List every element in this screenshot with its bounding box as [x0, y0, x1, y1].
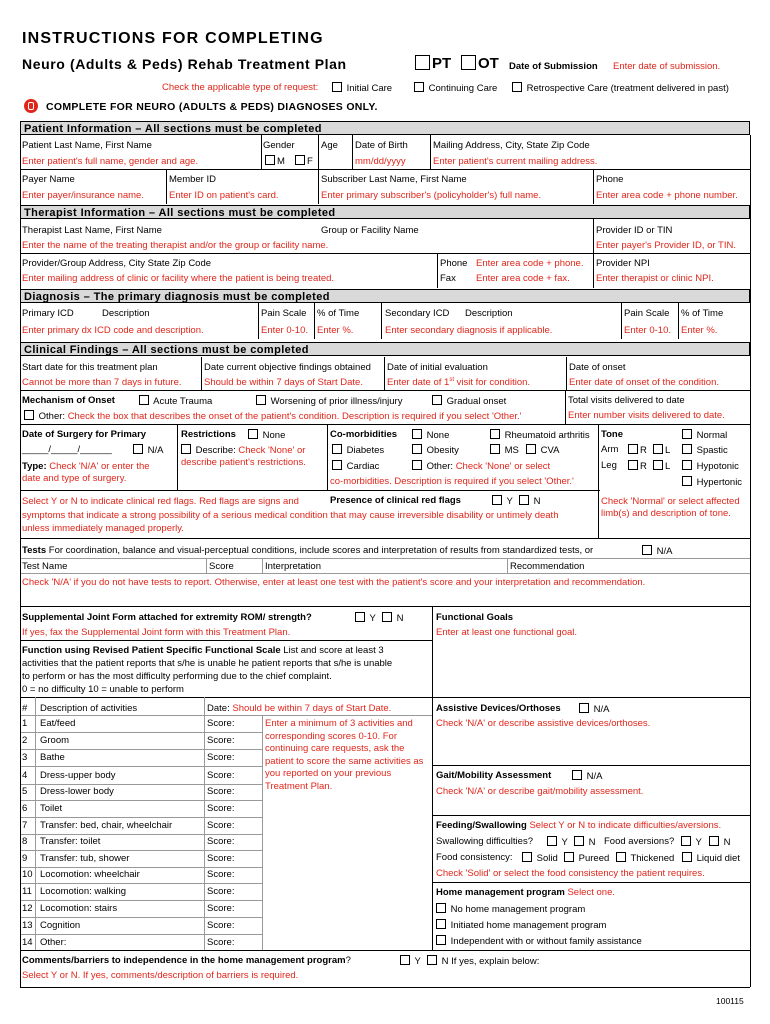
diabetes-option[interactable]: Diabetes [330, 444, 384, 456]
worsening-option[interactable]: Worsening of prior illness/injury [254, 395, 402, 407]
supplemental-y-checkbox[interactable] [355, 612, 365, 622]
pureed-option[interactable]: Pureed [562, 852, 609, 864]
aversion-n-checkbox[interactable] [709, 836, 719, 846]
provider-address-hint: Enter mailing address of clinic or facility where the patient is being treated. [22, 273, 335, 284]
comorb-hint2: co-morbidities. Description is required if you select 'Other.' [330, 476, 574, 487]
psfs-row-activity: Transfer: tub, shower [40, 853, 130, 864]
section-diagnosis: Diagnosis – The primary diagnosis must be completed [20, 289, 750, 303]
patient-address-label: Mailing Address, City, State Zip Code [433, 140, 590, 151]
psfs-row-score-label[interactable]: Score: [207, 886, 235, 897]
liquid-diet-option[interactable]: Liquid diet [680, 852, 740, 864]
patient-address-hint: Enter patient's current mailing address. [433, 156, 598, 167]
swallow-y-option[interactable]: Y [545, 836, 568, 848]
onset-date-label: Date of onset [569, 362, 626, 373]
initial-care-option[interactable]: Initial Care [330, 82, 392, 94]
comorb-other-option[interactable]: Other: Check 'None' or select [410, 460, 550, 472]
tone-spastic-option[interactable]: Spastic [680, 444, 728, 456]
gait-label: Gait/Mobility Assessment [436, 770, 552, 781]
tests-line: Tests For coordination, balance and visual-perceptual conditions, include scores and interpretation of results from standardized tests, or [22, 545, 594, 556]
tone-hypertonic-checkbox[interactable] [682, 476, 692, 486]
redflag-n-option[interactable]: N [517, 495, 541, 507]
pct-hint: Enter %. [317, 325, 354, 336]
supplemental-label: Supplemental Joint Form attached for extremity ROM/ strength? [22, 612, 312, 623]
psfs-line2: activities that the patient reports that s/he is unable he patient reports that s/he is unable [22, 658, 393, 669]
therapist-name-label: Therapist Last Name, First Name [22, 225, 162, 236]
psfs-row-activity: Cognition [40, 920, 81, 931]
gender-f-option[interactable]: F [293, 155, 313, 167]
leg-l-option[interactable]: L [651, 460, 670, 472]
psfs-row-activity: Dress-lower body [40, 786, 114, 797]
psfs-desc-header: Description of activities [40, 703, 138, 714]
aversion-n-option[interactable]: N [707, 836, 731, 848]
current-findings-hint: Should be within 7 days of Start Date. [204, 377, 363, 388]
psfs-row-activity: Toilet [40, 803, 63, 814]
psfs-row-number: 4 [22, 770, 28, 781]
redflag-hint1: Select Y or N to indicate clinical red flags. Red flags are signs and [22, 496, 299, 507]
tests-hint: Check 'N/A' if you do not have tests to report. Otherwise, enter at least one test with the patient's score and your interpretation and recommendation. [22, 577, 646, 588]
onset-date-hint: Enter date of onset of the condition. [569, 377, 719, 388]
ms-checkbox[interactable] [490, 444, 500, 454]
psfs-row-score-label[interactable]: Score: [207, 820, 235, 831]
food-aversions-label: Food aversions? [604, 836, 675, 847]
psfs-row-number: 13 [22, 920, 33, 931]
diabetes-checkbox[interactable] [332, 444, 342, 454]
cardiac-option[interactable]: Cardiac [330, 460, 379, 472]
psfs-row-score-label[interactable]: Score: [207, 920, 235, 931]
home-option-initiated[interactable]: Initiated home management program [434, 919, 606, 931]
ms-option[interactable]: MS [488, 444, 519, 456]
fax-label: Fax [440, 273, 456, 284]
pain-hint: Enter 0-10. [261, 325, 308, 336]
home-none-checkbox[interactable] [436, 903, 446, 913]
pct-hint2: Enter %. [681, 325, 718, 336]
psfs-row-activity: Transfer: bed, chair, wheelchair [40, 820, 173, 831]
psfs-line4: 0 = no difficulty 10 = unable to perform [22, 684, 184, 695]
psfs-row-score-label[interactable]: Score: [207, 903, 235, 914]
psfs-num-header: # [22, 703, 28, 714]
psfs-row-score-label[interactable]: Score: [207, 803, 235, 814]
mechanism-other-checkbox[interactable] [24, 410, 34, 420]
arm-l-option[interactable]: L [651, 444, 670, 456]
barriers-n-checkbox[interactable] [427, 955, 437, 965]
supplemental-n-checkbox[interactable] [382, 612, 392, 622]
supplemental-hint: If yes, fax the Supplemental Joint form with this Treatment Plan. [22, 627, 291, 638]
gradual-onset-checkbox[interactable] [432, 395, 442, 405]
current-findings-label: Date current objective findings obtained [204, 362, 371, 373]
section-therapist-information: Therapist Information – All sections must be completed [20, 205, 750, 219]
supplemental-n-option[interactable]: N [380, 612, 404, 624]
surgery-type-line: Type: Check 'N/A' or enter the [22, 461, 150, 472]
ot-option[interactable]: OT [461, 55, 499, 72]
page-title: INSTRUCTIONS FOR COMPLETING [22, 30, 324, 47]
redflag-hint2: symptoms that indicate a strong possibility of a serious medical condition that may cause irreversible disability or untimely death [22, 510, 559, 521]
psfs-row-score-label[interactable]: Score: [207, 786, 235, 797]
gait-na-checkbox[interactable] [572, 770, 582, 780]
rheumatoid-option[interactable]: Rheumatoid arthritis [488, 429, 590, 441]
retrospective-care-option[interactable]: Retrospective Care (treatment delivered in past) [510, 82, 729, 94]
psfs-row-number: 7 [22, 820, 28, 831]
dob-hint: mm/dd/yyyy [355, 156, 406, 167]
psfs-row-activity: Bathe [40, 752, 65, 763]
consistency-hint: Check 'Solid' or select the food consistency the patient requires. [436, 868, 705, 879]
psfs-row-number: 14 [22, 937, 33, 948]
psfs-row-number: 9 [22, 853, 28, 864]
restrictions-none-option[interactable]: None [246, 429, 285, 441]
swallow-n-option[interactable]: N [572, 836, 596, 848]
form-title: Neuro (Adults & Peds) Rehab Treatment Plan [22, 56, 347, 72]
psfs-row-score-label[interactable]: Score: [207, 735, 235, 746]
initial-eval-label: Date of initial evaluation [387, 362, 488, 373]
psfs-row-number: 3 [22, 752, 28, 763]
surgery-type-hint2: date and type of surgery. [22, 473, 127, 484]
tone-hint2: limb(s) and description of tone. [601, 508, 731, 519]
patient-name-hint: Enter patient's full name, gender and age. [22, 156, 199, 167]
leg-r-option[interactable]: R [626, 460, 647, 472]
acute-trauma-option[interactable]: Acute Trauma [137, 395, 212, 407]
arm-r-option[interactable]: R [626, 444, 647, 456]
provider-id-hint: Enter payer's Provider ID, or TIN. [596, 240, 736, 251]
thickened-option[interactable]: Thickened [614, 852, 674, 864]
restrictions-describe-checkbox[interactable] [181, 444, 191, 454]
psfs-row-activity: Groom [40, 735, 70, 746]
psfs-row-activity: Locomotion: wheelchair [40, 869, 140, 880]
acute-trauma-checkbox[interactable] [139, 395, 149, 405]
provider-npi-hint: Enter therapist or clinic NPI. [596, 273, 714, 284]
tone-spastic-checkbox[interactable] [682, 444, 692, 454]
leg-l-checkbox[interactable] [653, 460, 663, 470]
form-id: 100115 [716, 996, 744, 1006]
member-id-label: Member ID [169, 174, 216, 185]
thickened-checkbox[interactable] [616, 852, 626, 862]
secondary-icd-label: Secondary ICD [385, 308, 450, 319]
psfs-row-score-label[interactable]: Score: [207, 853, 235, 864]
primary-description-label: Description [102, 308, 150, 319]
cva-option[interactable]: CVA [524, 444, 559, 456]
tone-label: Tone [601, 429, 623, 440]
tests-na-checkbox[interactable] [642, 545, 652, 555]
gender-m-checkbox[interactable] [265, 155, 275, 165]
surgery-date-label: Date of Surgery for Primary [22, 429, 147, 440]
supplemental-y-option[interactable]: Y [353, 612, 376, 624]
date-submission-label: Date of Submission [509, 61, 598, 72]
gender-label: Gender [263, 140, 295, 151]
swallow-n-checkbox[interactable] [574, 836, 584, 846]
section-clinical-findings: Clinical Findings – All sections must be completed [20, 342, 750, 356]
pain-scale2-label: Pain Scale [624, 308, 670, 319]
barriers-y-checkbox[interactable] [400, 955, 410, 965]
redflag-y-checkbox[interactable] [492, 495, 502, 505]
therapist-name-hint: Enter the name of the treating therapist and/or the group or facility name. [22, 240, 329, 251]
comorb-none-checkbox[interactable] [412, 429, 422, 439]
barriers-n-option[interactable]: N If yes, explain below: [425, 955, 539, 967]
tone-normal-option[interactable]: Normal [680, 429, 727, 441]
solid-option[interactable]: Solid [520, 852, 558, 864]
psfs-row-number: 10 [22, 869, 33, 880]
ot-checkbox[interactable] [461, 55, 476, 70]
arm-r-checkbox[interactable] [628, 444, 638, 454]
pureed-checkbox[interactable] [564, 852, 574, 862]
age-label: Age [321, 140, 338, 151]
subscriber-label: Subscriber Last Name, First Name [321, 174, 467, 185]
restrictions-none-checkbox[interactable] [248, 429, 258, 439]
solid-checkbox[interactable] [522, 852, 532, 862]
test-interpretation-header: Interpretation [265, 561, 321, 572]
comorb-none-option[interactable]: None [410, 429, 449, 441]
patient-name-label: Patient Last Name, First Name [22, 140, 152, 151]
provider-address-label: Provider/Group Address, City State Zip Code [22, 258, 212, 269]
start-date-label: Start date for this treatment plan [22, 362, 158, 373]
therapist-phone-hint: Enter area code + phone. [476, 258, 584, 269]
comorb-other-checkbox[interactable] [412, 460, 422, 470]
feeding-line: Feeding/Swallowing Select Y or N to indicate difficulties/aversions. [436, 820, 722, 831]
retrospective-care-checkbox[interactable] [512, 82, 522, 92]
psfs-line3: to perform or has the most difficulty performing due to the chief complaint. [22, 671, 332, 682]
patient-phone-label: Phone [596, 174, 624, 185]
payer-hint: Enter payer/insurance name. [22, 190, 144, 201]
psfs-row-number: 8 [22, 836, 28, 847]
gender-f-checkbox[interactable] [295, 155, 305, 165]
tone-hint1: Check 'Normal' or select affected [601, 496, 740, 507]
psfs-row-score-label[interactable]: Score: [207, 770, 235, 781]
psfs-row-activity: Eat/feed [40, 718, 76, 729]
test-name-header: Test Name [22, 561, 68, 572]
cardiac-checkbox[interactable] [332, 460, 342, 470]
tone-hypotonic-checkbox[interactable] [682, 460, 692, 470]
psfs-row-number: 6 [22, 803, 28, 814]
leg-r-checkbox[interactable] [628, 460, 638, 470]
barriers-line: Comments/barriers to independence in the home management program? [22, 955, 351, 966]
assistive-na-option[interactable]: N/A [577, 703, 609, 715]
initial-care-checkbox[interactable] [332, 82, 342, 92]
mechanism-other-option[interactable]: Other: Check the box that describes the onset of the patient's condition. Description is required if you select 'Other.' [22, 410, 521, 422]
home-option-none[interactable]: No home management program [434, 903, 585, 915]
member-id-hint: Enter ID on patient's card. [169, 190, 279, 201]
provider-id-label: Provider ID or TIN [596, 225, 673, 236]
tests-na-option[interactable]: N/A [640, 545, 672, 557]
pt-checkbox[interactable] [415, 55, 430, 70]
psfs-row-score-label[interactable]: Score: [207, 718, 235, 729]
liquid-diet-checkbox[interactable] [682, 852, 692, 862]
total-visits-hint: Enter number visits delivered to date. [568, 410, 725, 421]
swallow-y-checkbox[interactable] [547, 836, 557, 846]
psfs-row-number: 11 [22, 886, 32, 897]
tone-normal-checkbox[interactable] [682, 429, 692, 439]
obesity-option[interactable]: Obesity [410, 444, 459, 456]
gait-na-option[interactable]: N/A [570, 770, 602, 782]
arm-l-checkbox[interactable] [653, 444, 663, 454]
cva-checkbox[interactable] [526, 444, 536, 454]
psfs-row-number: 5 [22, 786, 28, 797]
worsening-checkbox[interactable] [256, 395, 266, 405]
pain-scale-label: Pain Scale [261, 308, 307, 319]
primary-icd-label: Primary ICD [22, 308, 74, 319]
rheumatoid-checkbox[interactable] [490, 429, 500, 439]
patient-phone-hint: Enter area code + phone number. [596, 190, 738, 201]
provider-npi-label: Provider NPI [596, 258, 650, 269]
home-program-line: Home management program Select one. [436, 887, 615, 898]
continuing-care-option[interactable]: Continuing Care [412, 82, 497, 94]
payer-label: Payer Name [22, 174, 75, 185]
redflag-y-option[interactable]: Y [490, 495, 513, 507]
aversion-y-checkbox[interactable] [681, 836, 691, 846]
psfs-row-score-label[interactable]: Score: [207, 752, 235, 763]
request-type-hint: Check the applicable type of request: [162, 82, 319, 93]
psfs-row-score-label[interactable]: Score: [207, 836, 235, 847]
comorbidities-label: Co-morbidities [330, 429, 398, 440]
date-submission-hint: Enter date of submission. [613, 61, 721, 72]
home-independent-checkbox[interactable] [436, 935, 446, 945]
pain-hint2: Enter 0-10. [624, 325, 671, 336]
restrictions-describe-hint2: describe patient's restrictions. [181, 457, 306, 468]
neuro-notice: COMPLETE FOR NEURO (ADULTS & PEDS) DIAGNOSES ONLY. [46, 101, 378, 113]
aversion-y-option[interactable]: Y [679, 836, 702, 848]
barriers-hint: Select Y or N. If yes, comments/description of barriers is required. [22, 970, 299, 981]
section-patient-information: Patient Information – All sections must be completed [20, 121, 750, 135]
psfs-row-activity: Locomotion: walking [40, 886, 127, 897]
dob-label: Date of Birth [355, 140, 408, 151]
group-name-label: Group or Facility Name [321, 225, 419, 236]
surgery-date-field[interactable]: _____/_____/______ [22, 444, 112, 455]
tone-hypotonic-option[interactable]: Hypotonic [680, 460, 739, 472]
pct-time-label: % of Time [317, 308, 360, 319]
functional-goals-label: Functional Goals [436, 612, 514, 623]
secondary-description-label: Description [465, 308, 513, 319]
psfs-line1: Function using Revised Patient Specific Functional Scale List and score at least 3 [22, 645, 384, 656]
test-score-header: Score [209, 561, 234, 572]
redflag-n-checkbox[interactable] [519, 495, 529, 505]
start-date-hint: Cannot be more than 7 days in future. [22, 377, 182, 388]
subscriber-hint: Enter primary subscriber's (policyholder's) full name. [321, 190, 542, 201]
continuing-care-checkbox[interactable] [414, 82, 424, 92]
psfs-row-score-label[interactable]: Score: [207, 869, 235, 880]
psfs-row-activity: Other: [40, 937, 67, 948]
home-option-independent[interactable]: Independent with or without family assistance [434, 935, 642, 947]
stop-hand-icon [24, 99, 38, 113]
gender-m-option[interactable]: M [263, 155, 285, 167]
tone-hypertonic-option[interactable]: Hypertonic [680, 476, 742, 488]
psfs-date-line: Date: Should be within 7 days of Start Date. [207, 703, 392, 714]
psfs-row-score-label[interactable]: Score: [207, 937, 235, 948]
secondary-dx-hint: Enter secondary diagnosis if applicable. [385, 325, 553, 336]
psfs-row-activity: Transfer: toilet [40, 836, 101, 847]
psfs-row-activity: Dress-upper body [40, 770, 116, 781]
therapist-phone-label: Phone [440, 258, 468, 269]
psfs-score-hint: Enter a minimum of 3 activities and corresponding scores 0-10. For continuing care requests, ask the patient to score the same activities as you reported on your previous Treatment Plan. [265, 718, 424, 792]
redflag-hint3: unless immediately managed properly. [22, 523, 184, 534]
obesity-checkbox[interactable] [412, 444, 422, 454]
tone-leg-label: Leg [601, 460, 617, 471]
initial-eval-hint: Enter date of 1st visit for condition. [387, 377, 531, 389]
fax-hint: Enter area code + fax. [476, 273, 570, 284]
psfs-row-number: 2 [22, 735, 28, 746]
redflag-label: Presence of clinical red flags [330, 495, 461, 506]
psfs-row-activity: Locomotion: stairs [40, 903, 118, 914]
gradual-onset-option[interactable]: Gradual onset [430, 395, 506, 407]
restrictions-label: Restrictions [181, 429, 236, 440]
mechanism-label: Mechanism of Onset [22, 395, 115, 406]
home-initiated-checkbox[interactable] [436, 919, 446, 929]
assistive-label: Assistive Devices/Orthoses [436, 703, 561, 714]
gait-hint: Check 'N/A' or describe gait/mobility assessment. [436, 786, 644, 797]
pct-time2-label: % of Time [681, 308, 724, 319]
test-recommendation-header: Recommendation [510, 561, 585, 572]
primary-dx-hint: Enter primary dx ICD code and description. [22, 325, 204, 336]
barriers-y-option[interactable]: Y [398, 955, 421, 967]
food-consistency-label: Food consistency: [436, 852, 513, 863]
total-visits-label: Total visits delivered to date [568, 395, 685, 406]
restrictions-describe-option[interactable]: Describe: Check 'None' or [179, 444, 305, 456]
assistive-hint: Check 'N/A' or describe assistive devices/orthoses. [436, 718, 651, 729]
psfs-row-number: 12 [22, 903, 33, 914]
psfs-row-number: 1 [22, 718, 28, 729]
surgery-na-option[interactable]: N/A [131, 444, 163, 456]
pt-option[interactable]: PT [415, 55, 451, 72]
surgery-na-checkbox[interactable] [133, 444, 143, 454]
swallowing-label: Swallowing difficulties? [436, 836, 533, 847]
assistive-na-checkbox[interactable] [579, 703, 589, 713]
functional-goals-hint: Enter at least one functional goal. [436, 627, 578, 638]
tone-arm-label: Arm [601, 444, 619, 455]
